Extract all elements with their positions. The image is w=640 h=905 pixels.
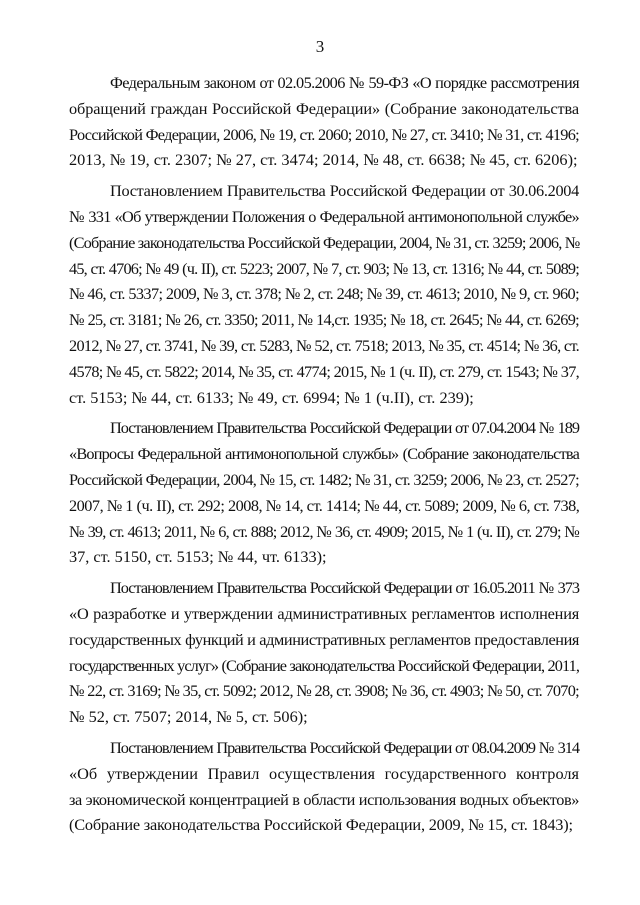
text-line: ст. 5153; № 44, ст. 6133; № 49, ст. 6994; № 1 (ч.II), ст. 239);	[69, 387, 474, 407]
text-line: Российской Федерации, 2004, № 15, ст. 1482; № 31, ст. 3259; 2006, № 23, ст. 2527;	[69, 469, 579, 489]
text-line: «Об утверждении Правил осуществления государственного контроля	[69, 763, 579, 783]
text-line: государственных функций и административных регламентов предоставления	[69, 629, 579, 649]
paragraph-resolution-331	[69, 178, 579, 410]
page-number: 3	[315, 37, 325, 56]
text-line: (Собрание законодательства Российской Федерации, 2009, № 15, ст. 1843);	[69, 815, 573, 835]
text-line: 4578; № 45, ст. 5822; 2014, № 35, ст. 4774; 2015, № 1 (ч. II), ст. 279, ст. 1543; № 37,	[69, 361, 579, 381]
text-line: № 46, ст. 5337; 2009, № 3, ст. 378; № 2, ст. 248; № 39, ст. 4613; 2010, № 9, ст. 960;	[69, 284, 579, 304]
paragraph-resolution-373	[69, 575, 579, 730]
text-line: обращений граждан Российской Федерации» (Собрание законодательства	[69, 98, 579, 118]
text-line: Федеральным законом от 02.05.2006 № 59-ФЗ «О порядке рассмотрения	[110, 73, 579, 92]
text-line: № 25, ст. 3181; № 26, ст. 3350; 2011, № 14,ст. 1935; № 18, ст. 2645; № 44, ст. 6269;	[69, 310, 579, 330]
document-body	[69, 70, 579, 843]
text-line: (Собрание законодательства Российской Федерации, 2004, № 31, ст. 3259; 2006, №	[69, 232, 580, 252]
text-line: 45, ст. 4706; № 49 (ч. II), ст. 5223; 2007, № 7, ст. 903; № 13, ст. 1316; № 44, ст. 5089;	[69, 258, 579, 278]
text-line: № 22, ст. 3169; № 35, ст. 5092; 2012, № 28, ст. 3908; № 36, ст. 4903; № 50, ст. 7070;	[69, 681, 579, 701]
text-line: Постановлением Правительства Российской Федерации от 07.04.2004 № 189	[110, 418, 579, 438]
text-line: № 39, ст. 4613; 2011, № 6, ст. 888; 2012, № 36, ст. 4909; 2015, № 1 (ч. II), ст. 279; №	[69, 521, 579, 541]
text-line: 2007, № 1 (ч. II), ст. 292; 2008, № 14, ст. 1414; № 44, ст. 5089; 2009, № 6, ст. 738,	[69, 495, 580, 515]
text-line: № 52, ст. 7507; 2014, № 5, ст. 506);	[69, 707, 308, 727]
text-line: Постановлением Правительства Российской Федерации от 08.04.2009 № 314	[110, 737, 579, 757]
text-line: Российской Федерации, 2006, № 19, ст. 2060; 2010, № 27, ст. 3410; № 31, ст. 4196;	[69, 124, 579, 144]
paragraph-resolution-314	[69, 735, 579, 838]
paragraph-federal-law	[69, 70, 579, 173]
paragraph-resolution-189	[69, 415, 579, 570]
text-line: за экономической концентрацией в области использования водных объектов»	[69, 789, 579, 809]
text-line: 37, ст. 5150, ст. 5153; № 44, чт. 6133);	[69, 547, 327, 567]
text-line: № 331 «Об утверждении Положения о Федеральной антимонопольной службе»	[69, 206, 579, 226]
text-line: «О разработке и утверждении административных регламентов исполнения	[69, 603, 579, 623]
text-line: 2012, № 27, ст. 3741, № 39, ст. 5283, № 52, ст. 7518; 2013, № 35, ст. 4514; № 36, ст.	[69, 335, 579, 355]
text-line: государственных услуг» (Собрание законодательства Российской Федерации, 2011,	[69, 655, 579, 675]
text-line: Постановлением Правительства Российской Федерации от 30.06.2004	[110, 181, 579, 201]
text-line: 2013, № 19, ст. 2307; № 27, ст. 3474; 2014, № 48, ст. 6638; № 45, ст. 6206);	[69, 150, 578, 170]
text-line: Постановлением Правительства Российской Федерации от 16.05.2011 № 373	[110, 578, 579, 598]
text-line: «Вопросы Федеральной антимонопольной службы» (Собрание законодательства	[69, 444, 579, 464]
